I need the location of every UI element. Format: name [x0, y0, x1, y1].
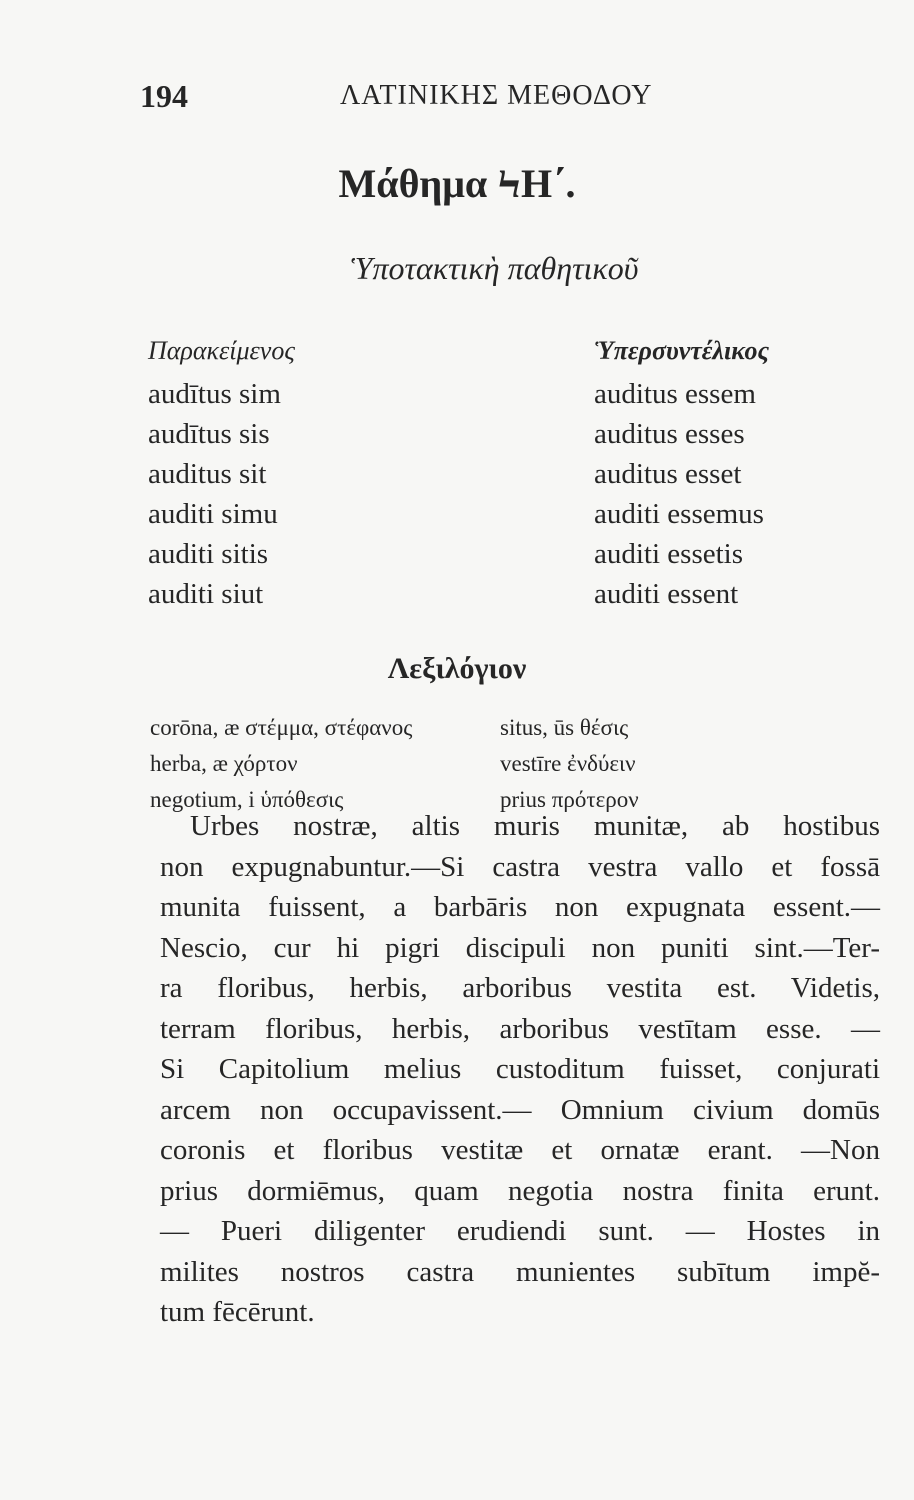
conjugation-item: auditi essent	[594, 578, 739, 610]
conjugation-item: audītus sis	[148, 418, 270, 450]
lesson-title: Μάθημα ϞΗ΄.	[338, 161, 576, 206]
conjugation-item: auditus esset	[594, 458, 742, 490]
text-line: Si Capitolium melius custoditum fuisset, conjurati	[160, 1053, 880, 1085]
text-line: munita fuissent, a barbāris non expugnata essent.—	[160, 891, 880, 923]
conjugation-item: auditus sit	[148, 458, 267, 490]
conjugation-item: audītus sim	[148, 378, 281, 410]
conjugation-item: auditi siut	[148, 578, 264, 610]
text-line: Nescio, cur hi pigri discipuli non puniti sint.—Ter-	[160, 931, 880, 964]
vocabulary-title: Λεξιλόγιον	[387, 652, 527, 685]
conjugation-item: auditus esses	[594, 418, 745, 450]
page-header	[140, 72, 800, 122]
conjugation-item: auditi simu	[148, 498, 278, 530]
text-line: arcem non occupavissent.— Omnium civium domūs	[160, 1093, 880, 1126]
exercise-text	[160, 806, 880, 1333]
text-line: Urbes nostræ, altis muris munitæ, ab hostibus	[190, 810, 880, 842]
vocabulary-right	[500, 710, 639, 818]
pluperfect-heading: Ὑπερσυντέλικος	[594, 336, 770, 365]
conjugation-item: auditi sitis	[148, 538, 269, 570]
text-line: ra floribus, herbis, arboribus vestita est. Videtis,	[160, 972, 880, 1004]
text-line: prius dormiēmus, quam negotia nostra finita erunt.	[160, 1174, 880, 1207]
text-line: milites nostros castra munientes subītum impĕ-	[160, 1255, 880, 1288]
conjugation-item: auditi essetis	[594, 538, 744, 570]
pluperfect-column	[594, 336, 769, 614]
perfect-heading: Παρακείμενος	[148, 336, 295, 365]
vocabulary-entry: corōna, æ στέμμα, στέφανος	[150, 715, 413, 740]
section-subtitle: Ὑποτακτικὴ παθητικοῦ	[351, 250, 639, 286]
vocabulary-entry: vestīre ἐνδύειν	[500, 751, 636, 776]
vocabulary-entry: situs, ūs θέσις	[500, 715, 629, 740]
perfect-column	[148, 336, 295, 614]
text-line: terram floribus, herbis, arboribus vestītam esse. —	[160, 1012, 880, 1045]
conjugation-item: auditus essem	[594, 378, 756, 410]
vocabulary-entry: negotium, i ὑπόθεσις	[150, 787, 344, 812]
running-head: ΛΑΤΙΝΙΚΗΣ ΜΕΘΟΔΟΥ	[340, 80, 653, 111]
text-line: non expugnabuntur.—Si castra vestra vallo et fossā	[160, 850, 880, 883]
text-line: tum fēcērunt.	[160, 1296, 315, 1328]
vocabulary-left	[150, 710, 412, 818]
vocabulary-entry: prius πρότερον	[500, 787, 639, 812]
conjugation-item: auditi essemus	[594, 498, 764, 530]
vocabulary-entry: herba, æ χόρτον	[150, 751, 298, 776]
page-number: 194	[140, 78, 188, 114]
text-line: — Pueri diligenter erudiendi sunt. — Hostes in	[160, 1215, 880, 1247]
text-line: coronis et floribus vestitæ et ornatæ erant. —Non	[160, 1134, 880, 1166]
